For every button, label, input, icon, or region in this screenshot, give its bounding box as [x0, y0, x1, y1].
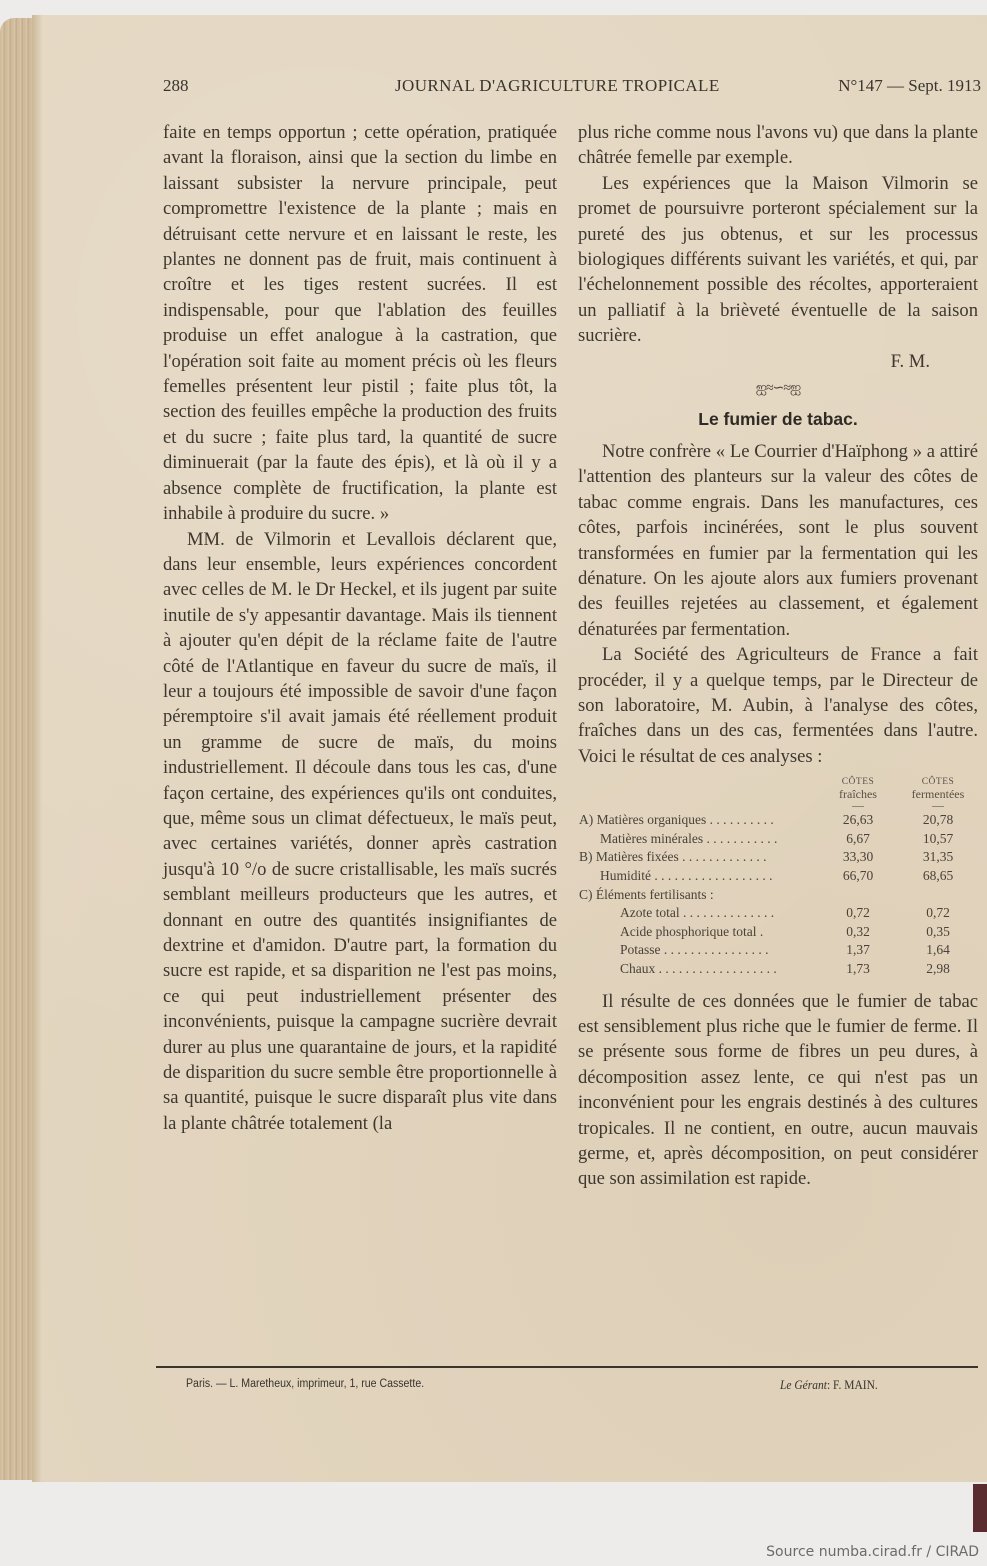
- gerant-line: [780, 1378, 878, 1393]
- table-row: [578, 867, 978, 886]
- table-row: [578, 811, 978, 830]
- journal-title: JOURNAL D'AGRICULTURE TROPICALE: [395, 76, 720, 95]
- column-header-fresh: [818, 773, 898, 811]
- value-fermented: 2,98: [926, 960, 950, 976]
- footer-rule: [156, 1366, 978, 1368]
- row-label: Humidité . . . . . . . . . . . . . . . . . .: [600, 867, 773, 883]
- gerant-label: Le Gérant: [780, 1378, 827, 1392]
- value-fermented: 0,35: [926, 923, 950, 939]
- paragraph: MM. de Vilmorin et Levallois déclarent que, dans leur ensemble, leurs expériences concordent avec celles de M. le Dr Heckel, et ils jugent par suite inutile de s'y appesantir davantage. Mais ils tiennent à ajouter qu'en dépit de la réclame faite de l'autre côté de l'Atlantique en faveur du sucre de maïs, il leur a toujours été impossible de savoir d'une façon péremptoire s'il avait jamais été réellement produit un gramme de sucre de maïs, du moins industriellement. Il découle dans tous les cas, d'une façon certaine, des expériences qu'ils ont conduites, que, même sous un climat défectueux, le maïs peut, avec certaines variétés, donner après castration jusqu'à 10 °/o de sucre cristallisable, les maïs sucrés semblant meilleurs producteurs que les autres, et donnant en outre des quantités insignifiantes de dextrine et d'amidon. D'autre part, la formation du sucre est rapide, et sa disparition ne l'est pas moins, ce qui peut industriellement présenter des inconvénients, puisque la campagne sucrière devrait durer au plus une quarantaine de jours, et la rapidité de disparition du sucre semble être proportionnelle à sa quantité, puisque le sucre disparaît plus vite dans la plante châtrée totalement (la: [163, 528, 557, 1134]
- value-fermented: 10,57: [922, 830, 954, 846]
- paragraph: Les expériences que la Maison Vilmorin se promet de poursuivre porteront spécialement sur la pureté des jus obtenus, et sur les processus biologiques différents suivant les variétés, et qui, par l'échelonnement possible des récoltes, apporteraient un palliatif à la brièveté éventuelle de la saison sucrière.: [578, 172, 978, 347]
- row-label: Potasse . . . . . . . . . . . . . . . .: [620, 942, 769, 958]
- row-label: Azote total . . . . . . . . . . . . . .: [620, 905, 775, 921]
- column-header-top: CÔTES: [921, 777, 955, 788]
- value-fresh: 0,72: [846, 905, 870, 921]
- value-fresh: 66,70: [842, 867, 874, 883]
- left-column: [163, 120, 557, 1136]
- column-header-bottom: fermentées: [911, 787, 965, 802]
- running-header: [163, 76, 981, 100]
- table-header-spacer: [578, 773, 818, 811]
- row-label: Matières minérales . . . . . . . . . . .: [600, 830, 778, 846]
- value-fresh: 26,63: [842, 812, 874, 828]
- row-label: A) Matières organiques . . . . . . . . . .: [579, 812, 774, 828]
- ornament-divider-icon: ஐ≈∽≈ஐ: [755, 381, 801, 397]
- value-fermented: 0,72: [926, 905, 950, 921]
- paragraph: La Société des Agriculteurs de France a fait procéder, il y a quelque temps, par le Directeur de son laboratoire, M. Aubin, à l'analyse des côtes, fraîches dans un des cas, fermentées dans l'autre. Voici le résultat de ces analyses :: [578, 644, 978, 767]
- value-fresh: 1,73: [846, 960, 870, 976]
- value-fermented: [898, 886, 978, 905]
- column-header-fermented: [898, 773, 978, 811]
- value-fermented: 68,65: [922, 867, 954, 883]
- table-row: [578, 830, 978, 849]
- page-number: 288: [163, 76, 189, 95]
- value-fermented: 1,64: [926, 942, 950, 958]
- row-label: C) Éléments fertilisants :: [579, 886, 714, 902]
- column-header-top: CÔTES: [841, 777, 875, 788]
- table-row: [578, 848, 978, 867]
- issue-info: N°147 — Sept. 1913: [838, 76, 981, 95]
- value-fresh: 33,30: [842, 849, 874, 865]
- header-dash: —: [852, 798, 864, 813]
- value-fermented: 20,78: [922, 812, 954, 828]
- value-fermented: 31,35: [922, 849, 954, 865]
- page-gutter: [32, 15, 42, 1482]
- table-row: [578, 960, 978, 979]
- row-label: B) Matières fixées . . . . . . . . . . . . .: [579, 849, 767, 865]
- row-label: Chaux . . . . . . . . . . . . . . . . . .: [620, 960, 777, 976]
- paragraph: Notre confrère « Le Courrier d'Haïphong » a attiré l'attention des planteurs sur la valeur des côtes de tabac comme engrais. Dans les manufactures, ces côtes, parfois incinérées, sont le plus souvent transformées en fumier par la fermentation qui les dénature. On les ajoute alors aux fumiers provenant des feuilles rejetées au classement, et également dénaturées par fermentation.: [578, 440, 978, 640]
- gerant-name: : F. MAIN.: [826, 1378, 878, 1392]
- paragraph: Il résulte de ces données que le fumier de tabac est sensiblement plus riche que le fumier de ferme. Il se présente sous forme de fibres un peu dures, à décomposition assez lente, ce qui n'est pas un inconvénient pour les engrais destinés à des cultures tropicales. Il ne contient, en outre, aucun mauvais germe, et, après décomposition, on peut considérer que son assimilation est rapide.: [578, 990, 978, 1190]
- table-row: [578, 941, 978, 960]
- section-title: Le fumier de tabac.: [698, 409, 858, 430]
- column-header-bottom: fraîches: [839, 787, 877, 802]
- value-fresh: 1,37: [846, 942, 870, 958]
- author-signature: F. M.: [890, 350, 930, 372]
- source-credit: Source numba.cirad.fr / CIRAD: [766, 1544, 979, 1560]
- right-column: [578, 120, 978, 1192]
- table-row: [578, 904, 978, 923]
- value-fresh: 6,67: [846, 830, 870, 846]
- table-row: [578, 886, 978, 905]
- row-label: Acide phosphorique total .: [620, 923, 764, 939]
- paragraph: faite en temps opportun ; cette opération, pratiquée avant la floraison, ainsi que la section du limbe en laissant subsister la nervure principale, peut compromettre l'existence de la plante ; mais en détruisant cette nervure et en laissant le reste, les plantes ne donnent pas de fruit, mais continuent à croître et les tiges restent sucrées. Il est indispensable, pour que l'ablation des feuilles produise un effet analogue à la castration, que l'opération soit faite au moment précis où les fleurs femelles présentent leur pistil ; faite plus tôt, la section des feuilles empêche la production des fruits et du sucre ; faite plus tard, la quantité de sucre diminuerait (par la faute des épis), et là où il y a absence complète de fructification, la plante est inhabile à produire du sucre. »: [163, 122, 557, 525]
- analysis-table: [578, 773, 978, 978]
- paragraph-continuation: plus riche comme nous l'avons vu) que dans la plante châtrée femelle par exemple.: [578, 122, 978, 169]
- table-row: [578, 923, 978, 942]
- header-dash: —: [932, 798, 944, 813]
- printer-imprint: Paris. — L. Maretheux, imprimeur, 1, rue Cassette.: [186, 1378, 425, 1390]
- value-fresh: 0,32: [846, 923, 870, 939]
- value-fresh: [818, 886, 898, 905]
- scan-background-corner: [973, 1484, 987, 1532]
